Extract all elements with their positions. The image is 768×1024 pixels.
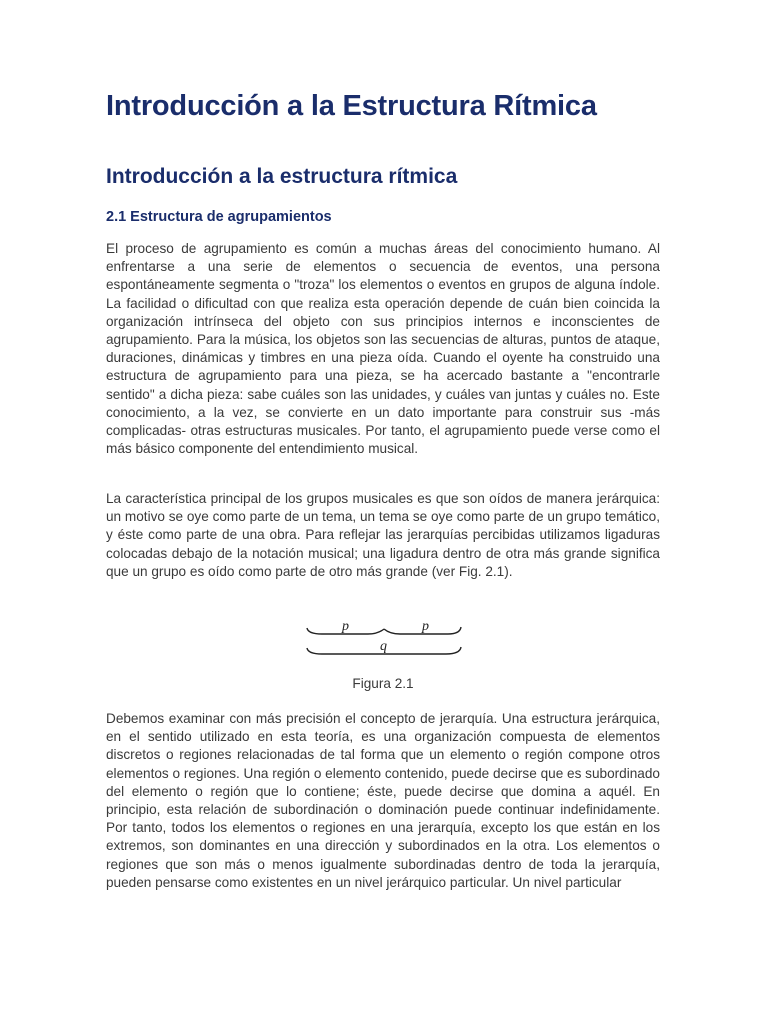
figure-grouping-brackets [300,610,468,662]
paragraph-3: Debemos examinar con más precisión el concepto de jerarquía. Una estructura jerárquica, en el sentido utilizado en esta teoría, es una organización compuesta de elementos discretos o regiones relacionadas de tal forma que un elemento o región compone otros elementos o regiones. Una región o elemento contenido, puede decirse que es subordinado del elemento o región que lo contiene; éste, puede decirse que domina a aquél. En principio, esta relación de subordinación o dominación puede continuar indefinidamente. Por tanto, todos los elementos o regiones en una jerarquía, excepto los que están en los extremos, son dominantes en una dirección y subordinados en la otra. Los elementos o regiones que son más o menos igualmente subordinadas dentro de toda la jerarquía, pueden pensarse como existentes en un nivel jerárquico particular. Un nivel particular [106,711,660,890]
page-title: Introducción a la Estructura Rítmica [106,90,597,122]
figure-label-q: q [380,639,387,654]
figure-caption: Figura 2.1 [352,676,414,691]
paragraph-1: El proceso de agrupamiento es común a muchas áreas del conocimiento humano. Al enfrentarse a una serie de elementos o secuencia de eventos, una persona espontáneamente segmenta o "troza" los elementos o eventos en grupos de alguna índole. La facilidad o dificultad con que realiza esta operación depende de cuán bien coincida la organización intrínseca del objeto con sus principios internos e inconscientes de agrupamiento. Para la música, los objetos son las secuencias de alturas, puntos de ataque, duraciones, dinámicas y timbres en una pieza oída. Cuando el oyente ha construido una estructura de agrupamiento para una pieza, se ha acercado bastante a "encontrarle sentido" a dicha pieza: sabe cuáles son las unidades, y cuáles van juntas y cuáles no. Este conocimiento, a la vez, se convierte en un dato importante para construir sus -más complicadas- otras estructuras musicales. Por tanto, el agrupamiento puede verse como el más básico componente del entendimiento musical. [106,241,660,457]
figure-label-p-left: p [342,619,349,634]
paragraph-2: La característica principal de los grupos musicales es que son oídos de manera jerárquica: un motivo se oye como parte de un tema, un tema se oye como parte de un grupo temático, y éste como parte de una obra. Para reflejar las jerarquías percibidas utilizamos ligaduras colocadas debajo de la notación musical; una ligadura dentro de otra más grande significa que un grupo es oído como parte de otro más grande (ver Fig. 2.1). [106,491,660,579]
figure-label-p-right: p [422,619,429,634]
section-heading: Introducción a la estructura rítmica [106,165,458,188]
subsection-heading: 2.1 Estructura de agrupamientos [106,209,332,225]
